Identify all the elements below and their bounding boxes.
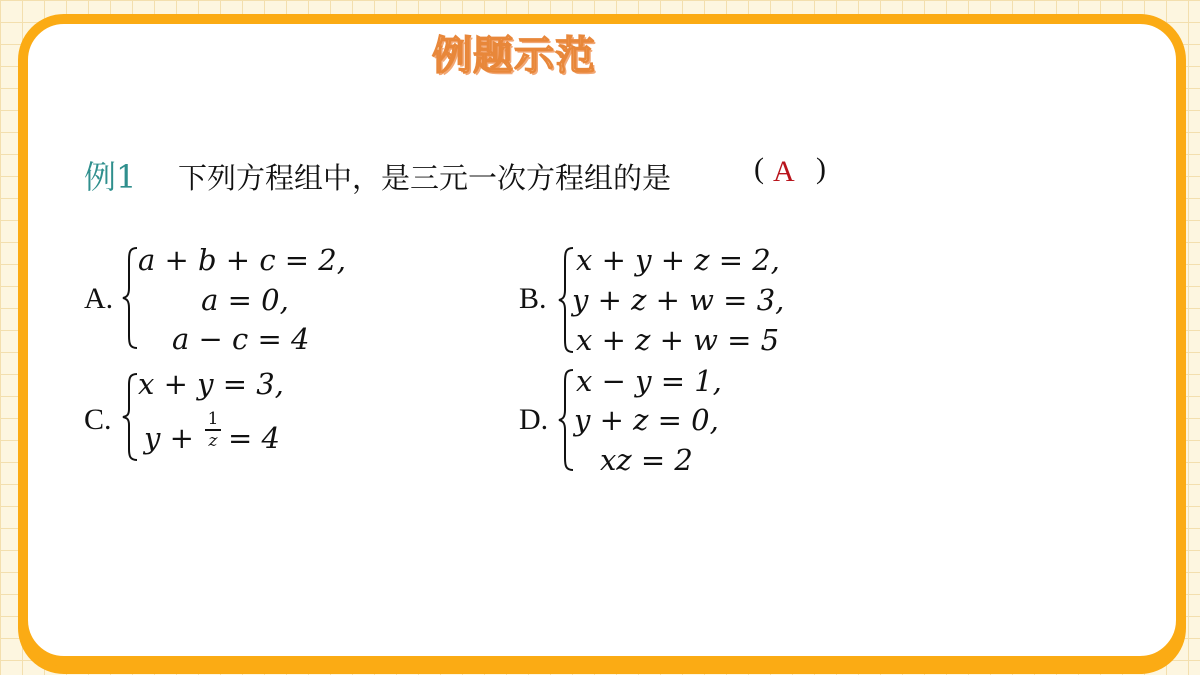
slide-title: 例题示范 [432,33,596,79]
paren-open: ( [754,152,764,185]
option-b-eq2: y + z + w = 3, [572,283,785,317]
option-c-letter: C. [84,403,112,436]
question-number: 例1 [84,158,137,196]
option-a-eq2: a = 0, [201,283,289,317]
fraction-denominator: z [208,430,218,451]
option-d-eq3: xz = 2 [600,443,693,477]
option-a-letter: A. [84,282,114,315]
option-b-eq1: x + y + z = 2, [576,243,780,277]
option-c-eq1: x + y = 3, [138,367,284,401]
question-text: 下列方程组中，是三元一次方程组的是 [178,161,672,195]
paren-close: ) [816,152,826,185]
option-d-eq1: x − y = 1, [576,364,722,398]
answer-text: A [773,155,795,188]
option-c-eq2-right: = 4 [228,421,280,455]
option-a-eq1: a + b + c = 2, [138,243,346,277]
option-c-eq2-left: y + [144,421,194,455]
option-a-eq3: a − c = 4 [172,322,310,356]
option-d-letter: D. [519,403,549,436]
option-b-letter: B. [519,282,547,315]
option-b-eq3: x + z + w = 5 [576,323,780,357]
option-c-fraction [205,410,221,450]
fraction-numerator: 1 [207,409,219,429]
option-d-eq2: y + z = 0, [574,403,719,437]
